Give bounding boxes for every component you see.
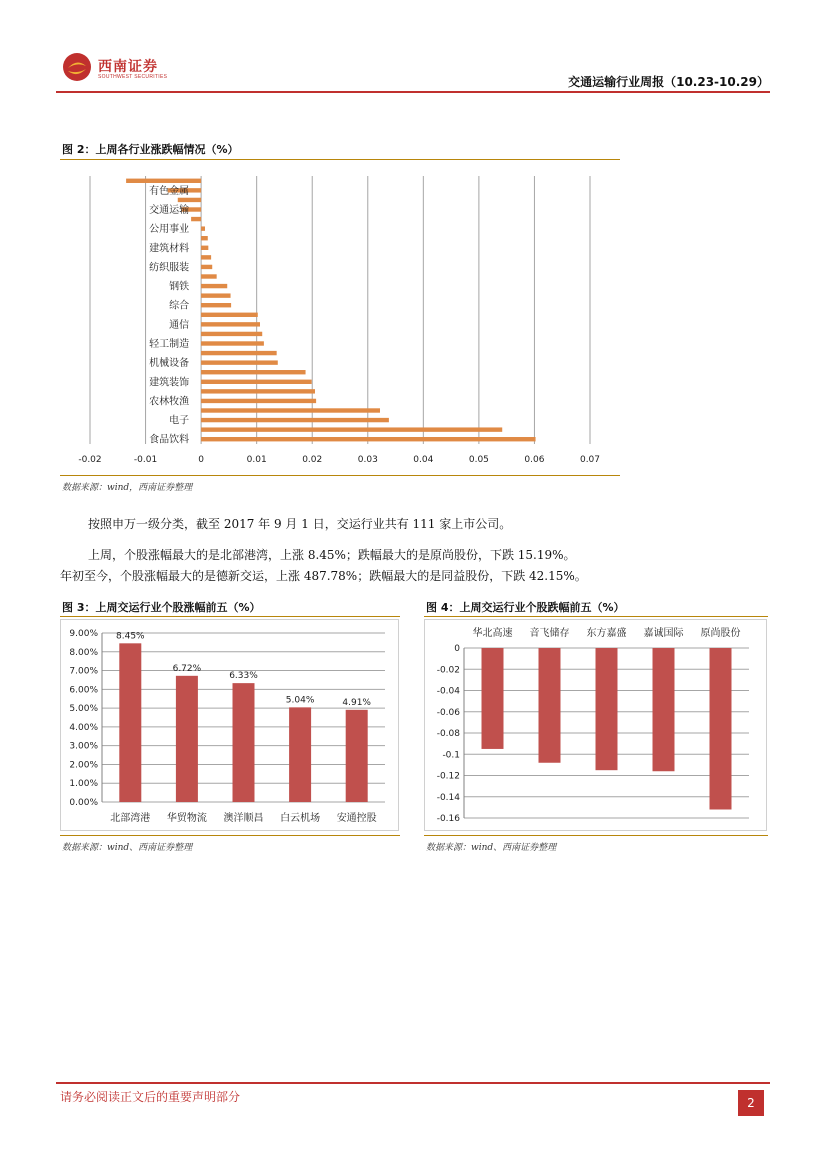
- paragraph-company-count: 按照申万一级分类，截至 2017 年 9 月 1 日，交运行业共有 111 家上市公司。: [88, 517, 512, 531]
- x-tick-label: 0: [198, 455, 204, 465]
- figure2-top-rule: [60, 159, 620, 160]
- y-tick-label: 1.00%: [69, 779, 98, 790]
- bar: [201, 380, 312, 384]
- y-tick-label: 0: [454, 644, 460, 654]
- bar: [346, 710, 368, 802]
- category-label: 嘉诚国际: [643, 628, 684, 639]
- company-logo: [62, 52, 172, 86]
- category-label: 建筑装饰: [149, 377, 190, 389]
- y-tick-label: -0.12: [436, 771, 460, 782]
- bar: [482, 648, 504, 749]
- bar: [201, 226, 205, 230]
- bar: [201, 265, 212, 269]
- footer-disclaimer: 请务必阅读正文后的重要声明部分: [60, 1090, 241, 1104]
- bar: [119, 643, 141, 802]
- figure2-source: 数据来源：wind，西南证券整理: [62, 483, 193, 493]
- y-tick-label: -0.08: [436, 729, 460, 739]
- data-label: 4.91%: [342, 697, 371, 708]
- bar: [539, 648, 561, 763]
- x-tick-label: 0.06: [524, 455, 545, 465]
- category-label: 钢铁: [169, 281, 190, 293]
- bar: [201, 351, 277, 355]
- bar: [176, 676, 198, 802]
- figure3-title: 图 3：上周交运行业个股涨幅前五（%）: [62, 601, 261, 614]
- data-label: 5.04%: [285, 695, 315, 706]
- category-label: 原尚股份: [700, 628, 741, 639]
- paragraph-weekly-movers: 上周，个股涨幅最大的是北部港湾，上涨 8.45%；跌幅最大的是原尚股份，下跌 15.19%。: [88, 548, 576, 562]
- y-tick-label: -0.1: [442, 750, 460, 761]
- category-label: 轻工制造: [149, 339, 190, 350]
- category-label: 白云机场: [280, 813, 321, 824]
- x-tick-label: 0.01: [246, 455, 267, 465]
- category-label: 机械设备: [149, 358, 190, 370]
- figure3-bottom-rule: [60, 835, 400, 836]
- category-label: 东方嘉盛: [586, 628, 627, 639]
- category-label: 交通运输: [149, 205, 190, 216]
- bar: [201, 236, 208, 240]
- y-tick-label: 5.00%: [69, 704, 98, 715]
- y-tick-label: 4.00%: [69, 722, 98, 733]
- figure2-chart: [60, 162, 620, 472]
- bar: [178, 198, 201, 202]
- figure2-title: 图 2：上周各行业涨跌幅情况（%）: [62, 143, 239, 156]
- logo-emblem-icon: [62, 52, 92, 82]
- category-label: 综合: [169, 300, 190, 312]
- y-tick-label: -0.02: [436, 665, 460, 676]
- y-tick-label: 6.00%: [69, 685, 98, 696]
- bar: [289, 707, 311, 802]
- y-tick-label: 2.00%: [69, 760, 98, 771]
- bar: [201, 399, 316, 403]
- report-title: 交通运输行业周报（10.23-10.29）: [568, 75, 769, 89]
- bar: [201, 437, 535, 441]
- bar: [653, 648, 675, 771]
- bar: [201, 293, 230, 297]
- bar: [233, 683, 255, 802]
- category-label: 食品饮料: [149, 434, 190, 446]
- figure2-bottom-rule: [60, 475, 620, 476]
- bar: [201, 303, 231, 307]
- logo-subtitle: SOUTHWEST SECURITIES: [98, 74, 168, 80]
- bar: [201, 427, 502, 431]
- figure4-chart: [424, 617, 768, 835]
- bar: [201, 370, 305, 374]
- bar: [126, 179, 201, 183]
- figure3-chart: [60, 617, 400, 835]
- y-tick-label: 3.00%: [69, 741, 98, 752]
- bar: [201, 341, 264, 345]
- y-tick-label: 0.00%: [69, 798, 98, 808]
- bar: [201, 418, 389, 422]
- figure4-source: 数据来源：wind、西南证券整理: [426, 843, 557, 853]
- bar: [201, 322, 260, 326]
- category-label: 澳洋顺昌: [223, 813, 264, 824]
- figure4-bottom-rule: [424, 835, 768, 836]
- bar: [201, 389, 315, 393]
- bar: [201, 408, 380, 412]
- bar: [201, 313, 258, 317]
- y-tick-label: -0.16: [436, 814, 460, 824]
- y-tick-label: 9.00%: [69, 629, 98, 639]
- logo-text: 西南证券: [98, 59, 158, 75]
- x-tick-label: 0.05: [468, 455, 489, 465]
- figure4-title: 图 4：上周交运行业个股跌幅前五（%）: [426, 601, 625, 614]
- bar: [201, 332, 262, 336]
- bar: [201, 255, 211, 259]
- x-tick-label: 0.07: [579, 455, 601, 465]
- footer-divider: [56, 1082, 770, 1084]
- category-label: 电子: [169, 415, 190, 427]
- bar: [201, 246, 208, 250]
- bar: [201, 274, 217, 278]
- data-label: 8.45%: [116, 631, 145, 642]
- category-label: 建筑材料: [149, 243, 190, 255]
- category-label: 华北高速: [472, 628, 513, 639]
- bar: [201, 284, 227, 288]
- category-label: 有色金属: [149, 185, 190, 197]
- page-number: 2: [738, 1090, 764, 1116]
- data-label: 6.72%: [172, 663, 202, 674]
- x-tick-label: 0.04: [413, 455, 434, 465]
- y-tick-label: -0.06: [436, 707, 460, 718]
- header-divider: [56, 91, 770, 93]
- category-label: 纺织服装: [149, 262, 190, 274]
- category-label: 安通控股: [336, 813, 377, 824]
- x-tick-label: 0.03: [357, 455, 378, 465]
- bar: [201, 360, 278, 364]
- x-tick-label: 0.02: [302, 455, 323, 465]
- bar: [191, 217, 201, 221]
- bar: [710, 648, 732, 810]
- category-label: 农林牧渔: [149, 396, 190, 408]
- figure3-source: 数据来源：wind、西南证券整理: [62, 843, 193, 853]
- category-label: 北部湾港: [110, 813, 151, 824]
- category-label: 华贸物流: [166, 813, 207, 824]
- paragraph-ytd-movers: 年初至今，个股涨幅最大的是德新交运，上涨 487.78%；跌幅最大的是同益股份，下跌 42.15%。: [60, 569, 587, 583]
- y-tick-label: -0.14: [436, 792, 460, 803]
- y-tick-label: 7.00%: [69, 666, 98, 677]
- y-tick-label: 8.00%: [69, 647, 98, 658]
- x-tick-label: -0.01: [133, 455, 158, 465]
- y-tick-label: -0.04: [436, 686, 460, 697]
- category-label: 公用事业: [149, 224, 190, 236]
- x-tick-label: -0.02: [78, 455, 102, 465]
- bar: [596, 648, 618, 770]
- category-label: 通信: [169, 319, 190, 331]
- data-label: 6.33%: [229, 671, 258, 682]
- category-label: 音飞储存: [529, 628, 570, 639]
